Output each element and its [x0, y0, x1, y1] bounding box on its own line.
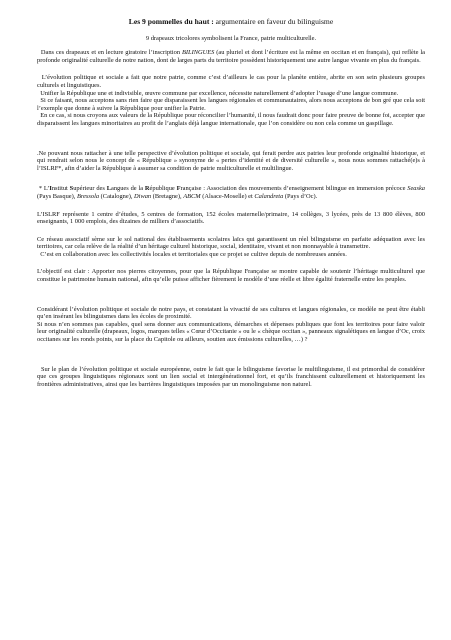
school-seaska: Seaska: [407, 185, 425, 193]
title-rest: argumentaire en faveur du bilinguisme: [213, 17, 334, 26]
school-calandreta: Calandreta: [254, 192, 284, 200]
paragraph-2: L’évolution politique et sociale a fait que notre patrie, comme c’est d’ailleurs le cas pour la planète entière, abrite en son sein plusieurs groupes culturels et linguistiques.: [37, 74, 425, 89]
subtitle: 9 drapeaux tricolores symbolisent la France, patrie multiculturelle.: [145, 34, 317, 42]
bilingues-word: BILINGUES: [181, 49, 215, 57]
paragraph-3: Unifier la République une et indivisible, œuvre commune par excellence, nécessite naturellement d’adopter l’usage d’une langue commune.: [40, 89, 399, 97]
title-bold: Les 9 pommelles du haut :: [128, 17, 214, 26]
paragraph-islrf-definition: * L’Institut Supérieur des Langues de la République Française : Association des mouvements d’enseignement bilingue en immersion précoce Seaska (Pays Basque), Bressola (Catalogne), Diwan (Bretagne), ABCM (Alsace-Moselle) et Calandreta (Pays d’Oc).: [37, 185, 425, 200]
paragraph-territories: Si nous n’en sommes pas capables, quel sens donner aux communications, démarches et dépenses publiques que font les territoires pour faire valoir leur originalité culturelle (drapeaux, logos, marques telles « Cœur d’Occitanie » ou le « chèque occitan », panneaux signalétiques en langue d’Oc, croix occitanes sur les ronds points, sur la place du Capitole ou ailleurs, soutien aux émissions culturelles, …) ?: [37, 320, 425, 344]
paragraph-network: Ce réseau associatif sème sur le sol national des établissements scolaires laïcs qui garantissent un réel bilinguisme en parfaite adéquation avec les territoires, car cela relève de la réalité d’un héritage culturel historique, social, identitaire, vivant et non monnayable à transmettre.: [37, 235, 425, 251]
school-abcm: ABCM: [183, 192, 201, 200]
school-diwan: Diwan: [134, 192, 152, 200]
paragraph-europe: Sur le plan de l’évolution politique et sociale européenne, outre le fait que le bilinguisme favorise le multilinguisme, il est primordial de considérer que ces groupes linguistiques régionaux sont un lien social et intergénérationnel fort, et qu’ils franchissent culturellement et historiquement les frontières administratives, ainsi que les barrières linguistiques imposées par un monolinguisme non naturel.: [37, 365, 425, 388]
paragraph-6: .Ne pouvant nous rattacher à une telle perspective d’évolution politique et sociale, qui ferait perdre aux patries leur profonde originalité historique, et qui rendrait selon nous le concept de « République » synonyme de « pertes d’identité et de diversité culturelle », nous nous sommes rattaché(e)s à l’ISLRF*, afin d’aider la République à assumer sa condition de patrie multiculturelle et multilingue.: [37, 149, 425, 172]
paragraph-objective: L’objectif est clair : Apporter nos pierres citoyennes, pour que la République Française se montre capable de soutenir l’héritage multiculturel que constitue le patrimoine humain national, afin qu’elle puisse afficher fièrement le modèle d’une réelle et libre égalité fraternelle entre les peuples.: [37, 268, 425, 284]
paragraph-considering: Considérant l’évolution politique et sociale de notre pays, et constatant la vivacité de ses cultures et langues régionales, ce modèle ne peut être établi qu’en insérant les bilinguismes dans les écoles de proximité.: [37, 305, 425, 321]
paragraph-1: Dans ces drapeaux et en lecture giratoire l’inscription BILINGUES (au pluriel et dont l’écriture est la même en occitan et en français), qui reflète la profonde originalité culturelle de notre nation, dont de larges parts du territoire possèdent historiquement une autre langue vivante en plus du français.: [37, 49, 425, 64]
paragraph-islrf-stats: L’ISLRF représente 1 centre d’études, 5 centres de formation, 152 écoles maternelle/primaire, 14 collèges, 3 lycées, près de 13 800 élèves, 800 enseignants, 1 000 emplois, des dizaines de milliers d’associatifs.: [37, 210, 425, 226]
paragraph-5: En ce cas, si nous croyons aux valeurs de la République pour réconcilier l’humanité, il nous faudrait donc pour faire preuve de bonne foi, accepter que disparaissent les langues minoritaires au profit de l’anglais déjà langue internationale, que l’on considère ou non cela comme un gaspillage.: [37, 112, 425, 127]
paragraph-4: Si ce faisant, nous acceptons sans rien faire que disparaissent les langues régionales et communautaires, alors nous acceptons de bon gré que cela soit l’exemple que donne à suivre la République pour unifier la Patrie.: [37, 97, 425, 112]
school-bressola: Bressola: [76, 192, 100, 200]
paragraph-collaboration: C’est en collaboration avec les collectivités locales et territoriales que ce projet se cultive depuis de nombreuses années.: [40, 250, 347, 258]
page-title: [37, 18, 425, 26]
